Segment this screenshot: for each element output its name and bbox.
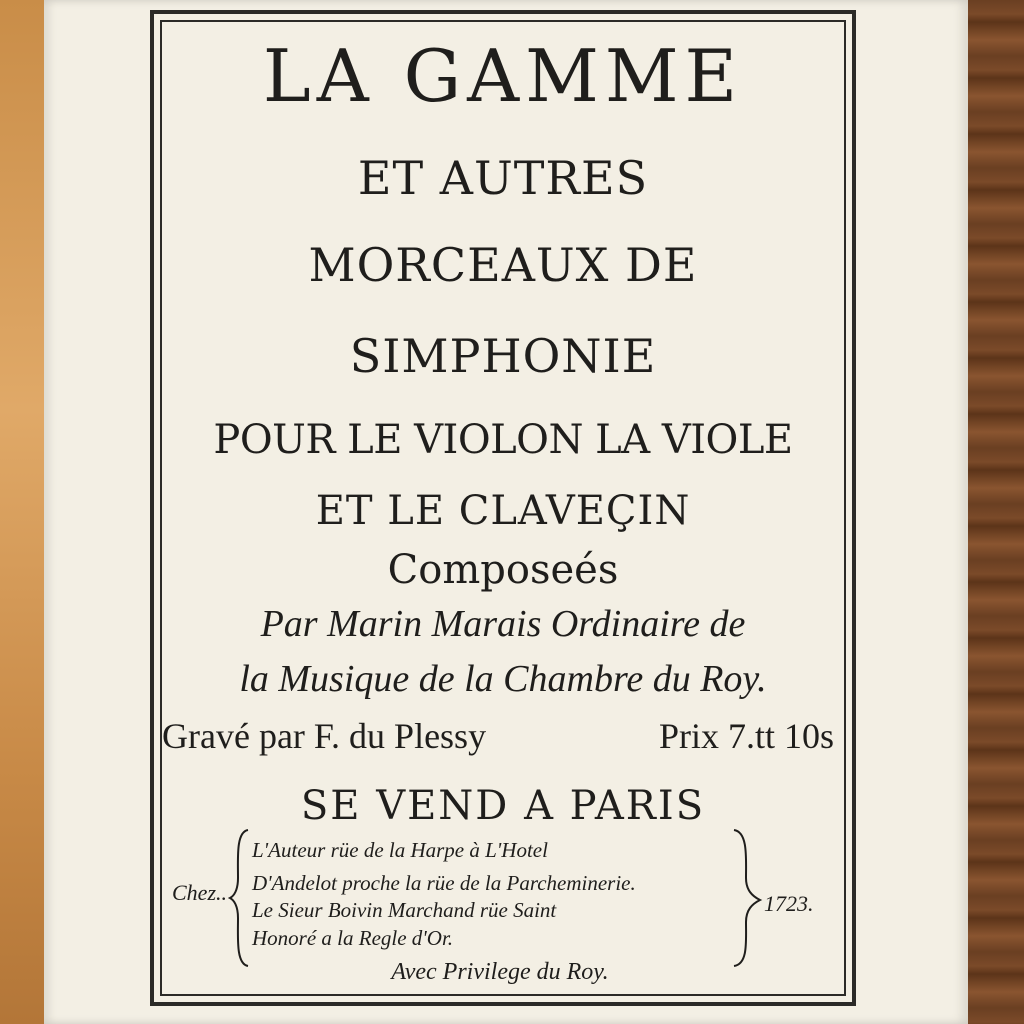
subtitle-line: SIMPHONIE: [349, 329, 657, 383]
author-line: la Musique de la Chambre du Roy.: [239, 658, 767, 700]
engraver-credit: Gravé par F. du Plessy: [162, 716, 487, 756]
main-title: LA GAMME: [262, 34, 744, 118]
address-line: Honoré a la Regle d'Or.: [252, 926, 454, 950]
composed-label: Composeés: [387, 547, 619, 593]
wooden-table-right: [962, 0, 1024, 1024]
subtitle-line: POUR LE VIOLON LA VIOLE: [213, 417, 793, 463]
subtitle-line: MORCEAUX DE: [308, 238, 698, 292]
price-label: Prix 7.tt 10s: [658, 716, 834, 756]
author-line: Par Marin Marais Ordinaire de: [260, 603, 746, 645]
wooden-table-left: [0, 0, 50, 1024]
left-brace-icon: [228, 828, 252, 968]
subtitle-line: ET AUTRES: [357, 151, 649, 205]
privilege-line: Avec Privilege du Roy.: [391, 959, 609, 985]
address-line: L'Auteur rüe de la Harpe à L'Hotel: [252, 838, 548, 862]
sale-heading: SE VEND A PARIS: [300, 783, 706, 829]
subtitle-line: ET LE CLAVEÇIN: [315, 488, 691, 534]
chez-label: Chez..: [172, 880, 227, 905]
engraver-price-row: [162, 718, 834, 754]
publication-year: 1723.: [764, 891, 814, 916]
address-line: D'Andelot proche la rüe de la Parcheminerie.: [252, 871, 636, 895]
address-line: Le Sieur Boivin Marchand rüe Saint: [252, 898, 557, 922]
